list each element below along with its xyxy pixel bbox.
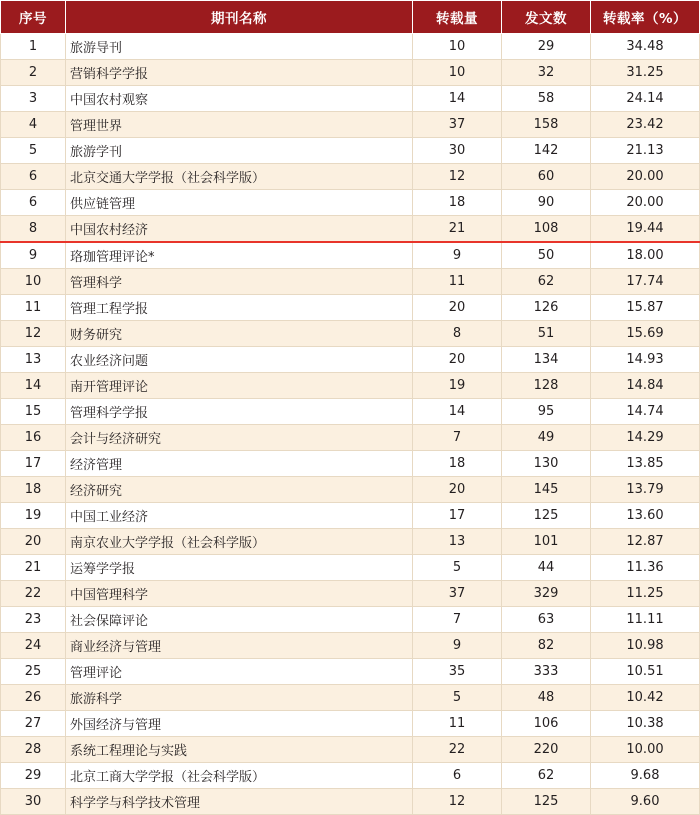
cell-cited: 6: [413, 763, 502, 789]
cell-journal: 会计与经济研究: [66, 425, 413, 451]
cell-journal: 北京工商大学学报（社会科学版）: [66, 763, 413, 789]
table-row: [1, 399, 700, 425]
cell-index: 19: [1, 503, 66, 529]
cell-cited: 30: [413, 138, 502, 164]
cell-cited: 5: [413, 685, 502, 711]
cell-index: 16: [1, 425, 66, 451]
cell-published: 329: [502, 581, 591, 607]
cell-rate: 10.51: [591, 659, 700, 685]
cell-published: 63: [502, 607, 591, 633]
cell-journal: 农业经济问题: [66, 347, 413, 373]
cell-published: 60: [502, 164, 591, 190]
cell-rate: 31.25: [591, 60, 700, 86]
cell-journal: 营销科学学报: [66, 60, 413, 86]
table-row: [1, 477, 700, 503]
cell-rate: 23.42: [591, 112, 700, 138]
cell-index: 27: [1, 711, 66, 737]
cell-index: 2: [1, 60, 66, 86]
cell-index: 8: [1, 216, 66, 243]
cell-published: 134: [502, 347, 591, 373]
cell-journal: 旅游导刊: [66, 34, 413, 60]
cell-cited: 12: [413, 789, 502, 815]
cell-rate: 24.14: [591, 86, 700, 112]
table-row: [1, 763, 700, 789]
cell-cited: 10: [413, 34, 502, 60]
cell-cited: 37: [413, 581, 502, 607]
table-row: [1, 659, 700, 685]
column-header-index: 序号: [1, 1, 66, 34]
cell-rate: 10.38: [591, 711, 700, 737]
cell-published: 51: [502, 321, 591, 347]
cell-cited: 14: [413, 86, 502, 112]
table-body: [1, 34, 700, 815]
cell-journal: 商业经济与管理: [66, 633, 413, 659]
cell-cited: 10: [413, 60, 502, 86]
cell-index: 4: [1, 112, 66, 138]
cell-published: 62: [502, 269, 591, 295]
cell-cited: 8: [413, 321, 502, 347]
cell-index: 18: [1, 477, 66, 503]
cell-published: 101: [502, 529, 591, 555]
cell-rate: 14.93: [591, 347, 700, 373]
cell-published: 126: [502, 295, 591, 321]
column-header-rate: 转载率（%）: [591, 1, 700, 34]
cell-rate: 10.42: [591, 685, 700, 711]
cell-index: 3: [1, 86, 66, 112]
cell-rate: 18.00: [591, 242, 700, 269]
cell-cited: 20: [413, 477, 502, 503]
cell-published: 130: [502, 451, 591, 477]
cell-index: 15: [1, 399, 66, 425]
cell-cited: 20: [413, 295, 502, 321]
cell-published: 49: [502, 425, 591, 451]
cell-index: 6: [1, 164, 66, 190]
cell-cited: 14: [413, 399, 502, 425]
cell-published: 128: [502, 373, 591, 399]
cell-index: 6: [1, 190, 66, 216]
cell-index: 20: [1, 529, 66, 555]
cell-journal: 外国经济与管理: [66, 711, 413, 737]
cell-index: 24: [1, 633, 66, 659]
table-row: [1, 737, 700, 763]
table-row: [1, 529, 700, 555]
cell-cited: 19: [413, 373, 502, 399]
table-row: [1, 555, 700, 581]
table-row: [1, 373, 700, 399]
cell-rate: 9.60: [591, 789, 700, 815]
cell-rate: 17.74: [591, 269, 700, 295]
cell-cited: 9: [413, 242, 502, 269]
cell-rate: 15.69: [591, 321, 700, 347]
cell-published: 29: [502, 34, 591, 60]
cell-rate: 14.74: [591, 399, 700, 425]
cell-index: 28: [1, 737, 66, 763]
cell-rate: 34.48: [591, 34, 700, 60]
cell-index: 26: [1, 685, 66, 711]
cell-journal: 管理世界: [66, 112, 413, 138]
cell-cited: 13: [413, 529, 502, 555]
cell-index: 13: [1, 347, 66, 373]
cell-index: 12: [1, 321, 66, 347]
cell-published: 220: [502, 737, 591, 763]
cell-journal: 南京农业大学学报（社会科学版）: [66, 529, 413, 555]
table-row: [1, 269, 700, 295]
cell-published: 82: [502, 633, 591, 659]
cell-rate: 11.25: [591, 581, 700, 607]
cell-cited: 7: [413, 607, 502, 633]
cell-index: 5: [1, 138, 66, 164]
cell-cited: 21: [413, 216, 502, 243]
cell-rate: 11.36: [591, 555, 700, 581]
table-row: [1, 112, 700, 138]
cell-index: 22: [1, 581, 66, 607]
cell-published: 95: [502, 399, 591, 425]
cell-cited: 11: [413, 269, 502, 295]
table-row: [1, 321, 700, 347]
cell-rate: 20.00: [591, 164, 700, 190]
table-row: [1, 425, 700, 451]
cell-published: 50: [502, 242, 591, 269]
cell-journal: 南开管理评论: [66, 373, 413, 399]
cell-published: 62: [502, 763, 591, 789]
cell-rate: 13.60: [591, 503, 700, 529]
cell-journal: 经济管理: [66, 451, 413, 477]
table-row: [1, 581, 700, 607]
table-row: [1, 451, 700, 477]
cell-cited: 5: [413, 555, 502, 581]
cell-index: 11: [1, 295, 66, 321]
cell-rate: 19.44: [591, 216, 700, 243]
cell-index: 17: [1, 451, 66, 477]
cell-index: 14: [1, 373, 66, 399]
table-row: [1, 503, 700, 529]
cell-journal: 管理科学学报: [66, 399, 413, 425]
cell-published: 145: [502, 477, 591, 503]
cell-published: 333: [502, 659, 591, 685]
cell-published: 44: [502, 555, 591, 581]
table-row: [1, 190, 700, 216]
cell-index: 29: [1, 763, 66, 789]
cell-index: 23: [1, 607, 66, 633]
table-row: [1, 347, 700, 373]
cell-journal: 社会保障评论: [66, 607, 413, 633]
cell-journal: 供应链管理: [66, 190, 413, 216]
cell-cited: 7: [413, 425, 502, 451]
table-row: [1, 789, 700, 815]
cell-cited: 22: [413, 737, 502, 763]
cell-rate: 14.84: [591, 373, 700, 399]
table-row: [1, 86, 700, 112]
cell-rate: 21.13: [591, 138, 700, 164]
cell-journal: 旅游科学: [66, 685, 413, 711]
cell-rate: 14.29: [591, 425, 700, 451]
cell-published: 90: [502, 190, 591, 216]
cell-rate: 9.68: [591, 763, 700, 789]
cell-index: 9: [1, 242, 66, 269]
cell-rate: 20.00: [591, 190, 700, 216]
cell-journal: 经济研究: [66, 477, 413, 503]
cell-journal: 中国管理科学: [66, 581, 413, 607]
cell-journal: 珞珈管理评论*: [66, 242, 413, 269]
table-row: [1, 60, 700, 86]
cell-published: 106: [502, 711, 591, 737]
cell-published: 142: [502, 138, 591, 164]
cell-index: 25: [1, 659, 66, 685]
cell-rate: 10.98: [591, 633, 700, 659]
table-row: [1, 164, 700, 190]
column-header-published: 发文数: [502, 1, 591, 34]
cell-cited: 12: [413, 164, 502, 190]
cell-published: 32: [502, 60, 591, 86]
table-row: [1, 216, 700, 243]
cell-journal: 北京交通大学学报（社会科学版）: [66, 164, 413, 190]
cell-journal: 旅游学刊: [66, 138, 413, 164]
cell-cited: 9: [413, 633, 502, 659]
cell-journal: 管理科学: [66, 269, 413, 295]
cell-published: 108: [502, 216, 591, 243]
cell-rate: 15.87: [591, 295, 700, 321]
cell-journal: 管理评论: [66, 659, 413, 685]
cell-published: 125: [502, 503, 591, 529]
table-header: [1, 1, 700, 34]
cell-rate: 13.79: [591, 477, 700, 503]
column-header-journal: 期刊名称: [66, 1, 413, 34]
cell-rate: 10.00: [591, 737, 700, 763]
table-row: [1, 607, 700, 633]
cell-cited: 18: [413, 451, 502, 477]
cell-journal: 系统工程理论与实践: [66, 737, 413, 763]
table-row: [1, 295, 700, 321]
table-row: [1, 242, 700, 269]
table-row: [1, 711, 700, 737]
cell-journal: 财务研究: [66, 321, 413, 347]
cell-journal: 管理工程学报: [66, 295, 413, 321]
cell-journal: 中国农村经济: [66, 216, 413, 243]
cell-index: 30: [1, 789, 66, 815]
cell-published: 125: [502, 789, 591, 815]
cell-cited: 11: [413, 711, 502, 737]
column-header-cited: 转载量: [413, 1, 502, 34]
cell-index: 21: [1, 555, 66, 581]
table-row: [1, 34, 700, 60]
cell-cited: 17: [413, 503, 502, 529]
cell-cited: 37: [413, 112, 502, 138]
cell-cited: 35: [413, 659, 502, 685]
cell-cited: 20: [413, 347, 502, 373]
cell-published: 58: [502, 86, 591, 112]
cell-rate: 11.11: [591, 607, 700, 633]
cell-published: 158: [502, 112, 591, 138]
cell-journal: 中国农村观察: [66, 86, 413, 112]
cell-journal: 运筹学学报: [66, 555, 413, 581]
cell-index: 1: [1, 34, 66, 60]
cell-journal: 中国工业经济: [66, 503, 413, 529]
cell-rate: 13.85: [591, 451, 700, 477]
table-row: [1, 685, 700, 711]
cell-journal: 科学学与科学技术管理: [66, 789, 413, 815]
table-row: [1, 138, 700, 164]
table-header-row: [1, 1, 700, 34]
cell-cited: 18: [413, 190, 502, 216]
cell-rate: 12.87: [591, 529, 700, 555]
cell-published: 48: [502, 685, 591, 711]
table-row: [1, 633, 700, 659]
cell-index: 10: [1, 269, 66, 295]
